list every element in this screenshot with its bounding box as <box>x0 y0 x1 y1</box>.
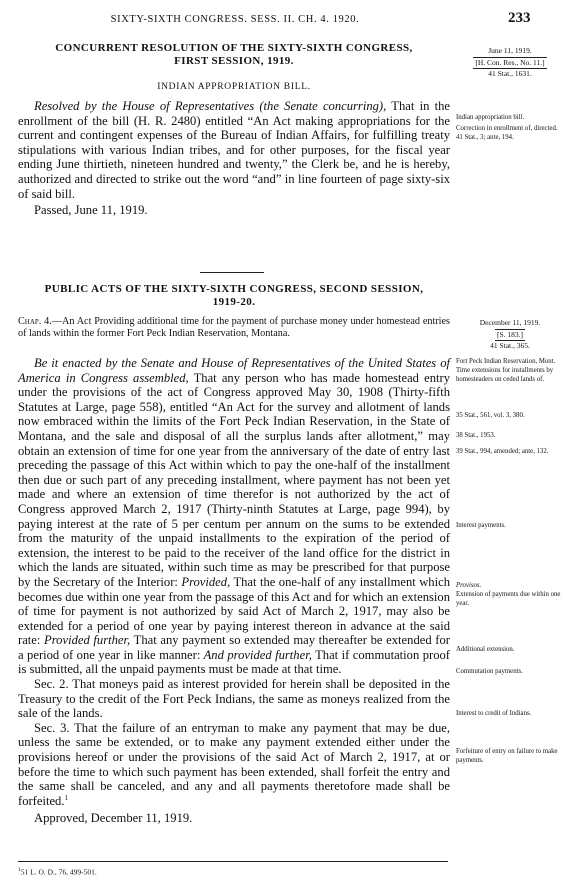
act-body <box>18 356 450 825</box>
resolution-text: That in the enrollment of the bill (H. R. 2480) entitled “An Act making appropriations for the current and contingent expenses of the Bureau of Indian Affairs, for fulfilling treaty stipulations with various Indian tribes, and for other purposes, for the fiscal year ending June thirtieth, nineteen hundred and twenty,” the Clerk be, and he is hereby, authorized and directed to strike out the word “and” in line fourteen of page sixty-six of said bill. <box>18 99 450 201</box>
footnote-ref: 1 <box>64 793 69 802</box>
margin-note-provisos: Provisos. <box>456 582 482 589</box>
margin-note-indian-approp: Indian appropriation bill. <box>456 114 525 121</box>
margin-note-time-ext: Time extensions for installments by homesteaders on ceded lands of. <box>456 366 554 383</box>
section1-part-c: That any payment so extended may thereafter be extended for a period of one year in like manner: <box>18 633 450 662</box>
margin-resolution-ref <box>456 46 564 78</box>
footnote-mark: 1 <box>18 867 21 873</box>
margin-interest: Interest payments. <box>456 522 506 529</box>
margin-stat-38: 38 Stat., 1953. <box>456 432 496 439</box>
footnote-rule <box>18 861 448 862</box>
margin-note-fort-peck: Fort Peck Indian Reservation, Mont. <box>456 358 556 365</box>
chapter-label: Chap. 4. <box>18 316 52 327</box>
margin-add-ext: Additional extension. <box>456 646 515 653</box>
section1-part-a: That any person who has made homestead entry under the provisions of the act of Congress approved May 30, 1908 (Thirty-fifth Statutes at Large, page 558), entitled “An Act for the survey and allotment of lands now embraced within the limits of the Fort Peck Indian Reservation, in the State of Montana, and the sale and disposal of all the surplus lands after allotment,” may obtain an extension of time for one year from the anniversary of the date of entry last preceding the passage of this Act within which to pay the one-half of the installment then due or such part of any preceding installment, where payment has not been yet made and where an extension of time therefor is not authorized by the act of Congress approved March 2, 1917 (Thirty-ninth Statutes at Large, page 994), by paying interest at the rate of 5 per centum per annum on the sums to be extended from the maturity of the unpaid installments to the expiration of the period of extension, the interest to be paid to the receiver of the land office for the district in which the lands are situated, within such time as may be prescribed for that purpose by the Secretary of the Interior: <box>18 370 450 589</box>
enacting-clause: Be it enacted by the Senate and House of Representatives of the United States of America in Congress assembled, <box>18 356 450 385</box>
margin-stat-35: 35 Stat., 561, vol. 3, 380. <box>456 412 525 419</box>
resolved-clause: Resolved by the House of Representatives (the Senate concurring), <box>34 99 387 113</box>
margin-note-correction: Correction in enrollment of, directed. <box>456 124 558 132</box>
resolution-title-line1: CONCURRENT RESOLUTION OF THE SIXTY-SIXTH CONGRESS, <box>55 42 413 54</box>
acts-heading <box>18 283 450 310</box>
chapter-title: —An Act Providing additional time for the payment of purchase money under homestead entries of lands within the former Fort Peck Indian Reservation, Montana. <box>18 316 450 340</box>
margin-res-stat: 41 Stat., 1631. <box>488 68 532 78</box>
margin-act-date: December 11, 1919. <box>479 318 541 327</box>
margin-note-correction-ref: 41 Stat., 3; ante, 194. <box>456 133 514 141</box>
margin-act-stat: 41 Stat., 365. <box>490 340 530 350</box>
margin-res-ref: [H. Con. Res., No. 11.] <box>475 57 545 67</box>
proviso-3: And provided further, <box>200 647 312 662</box>
acts-heading-line2: 1919-20. <box>212 296 256 309</box>
resolution-body <box>18 99 450 218</box>
resolution-passed: Passed, June 11, 1919. <box>34 203 148 218</box>
section-3: Sec. 3. That the failure of an entryman to make any payment that may be due, unless the same be extended, or to make any payment extended either under the provisions hereof or under the provisions of the said Act of March 2, 1917, at or before the time to which such payment has been extended, shall forfeit the entry and the same shall be canceled, and any and all payments theretofore made shall be forfeited. <box>18 720 450 808</box>
proviso-2: Provided further, <box>40 633 131 648</box>
section1-part-b: That the one-half of any installment which becomes due within one year from the passage of this Act and for which an extension of time for payment is not authorized by said Act of March 2, 1917, may also be extended for a period of one year by paying interest thereon in advance at the said rate: <box>18 574 450 648</box>
divider-rule <box>200 272 264 273</box>
section1-part-d: That if commutation proof is submitted, all the unpaid payments must be made at that time. <box>18 647 450 677</box>
proviso-1: Provided, <box>177 574 231 589</box>
footnote-text: 51 L. O. D., 76, 499-501. <box>20 867 97 877</box>
margin-act-ref-box: [S. 183.] <box>496 329 524 339</box>
section-2: Sec. 2. That moneys paid as interest provided for herein shall be deposited in the Treasury to the credit of the Fort Peck Indians, the same as moneys realized from the sale of the lands. <box>18 677 450 721</box>
margin-note-ext-payments: Extension of payments due within one year. <box>456 590 561 607</box>
resolution-subtitle: INDIAN APPROPRIATION BILL. <box>157 82 311 92</box>
resolution-title-line2: FIRST SESSION, 1919. <box>174 55 294 68</box>
margin-act-ref <box>456 318 564 350</box>
margin-fort-peck <box>456 358 564 384</box>
margin-stat-39: 39 Stat., 994, amended; ante, 132. <box>456 448 549 455</box>
footnote <box>18 867 97 877</box>
margin-indian-approp <box>456 114 564 142</box>
margin-forfeiture: Forfeiture of entry on failure to make payments. <box>456 748 558 764</box>
chapter-caption <box>18 316 450 340</box>
margin-credit: Interest to credit of Indians. <box>456 710 532 717</box>
resolution-title <box>18 42 450 69</box>
page-number: 233 <box>508 10 531 26</box>
acts-heading-line1: PUBLIC ACTS OF THE SIXTY-SIXTH CONGRESS, SECOND SESSION, <box>44 283 424 295</box>
margin-res-date: June 11, 1919. <box>488 46 532 55</box>
running-head: SIXTY-SIXTH CONGRESS. SESS. II. CH. 4. 1920. <box>110 14 360 25</box>
margin-provisos <box>456 582 564 608</box>
act-approved: Approved, December 11, 1919. <box>34 810 193 825</box>
margin-commutation: Commutation payments. <box>456 668 523 675</box>
